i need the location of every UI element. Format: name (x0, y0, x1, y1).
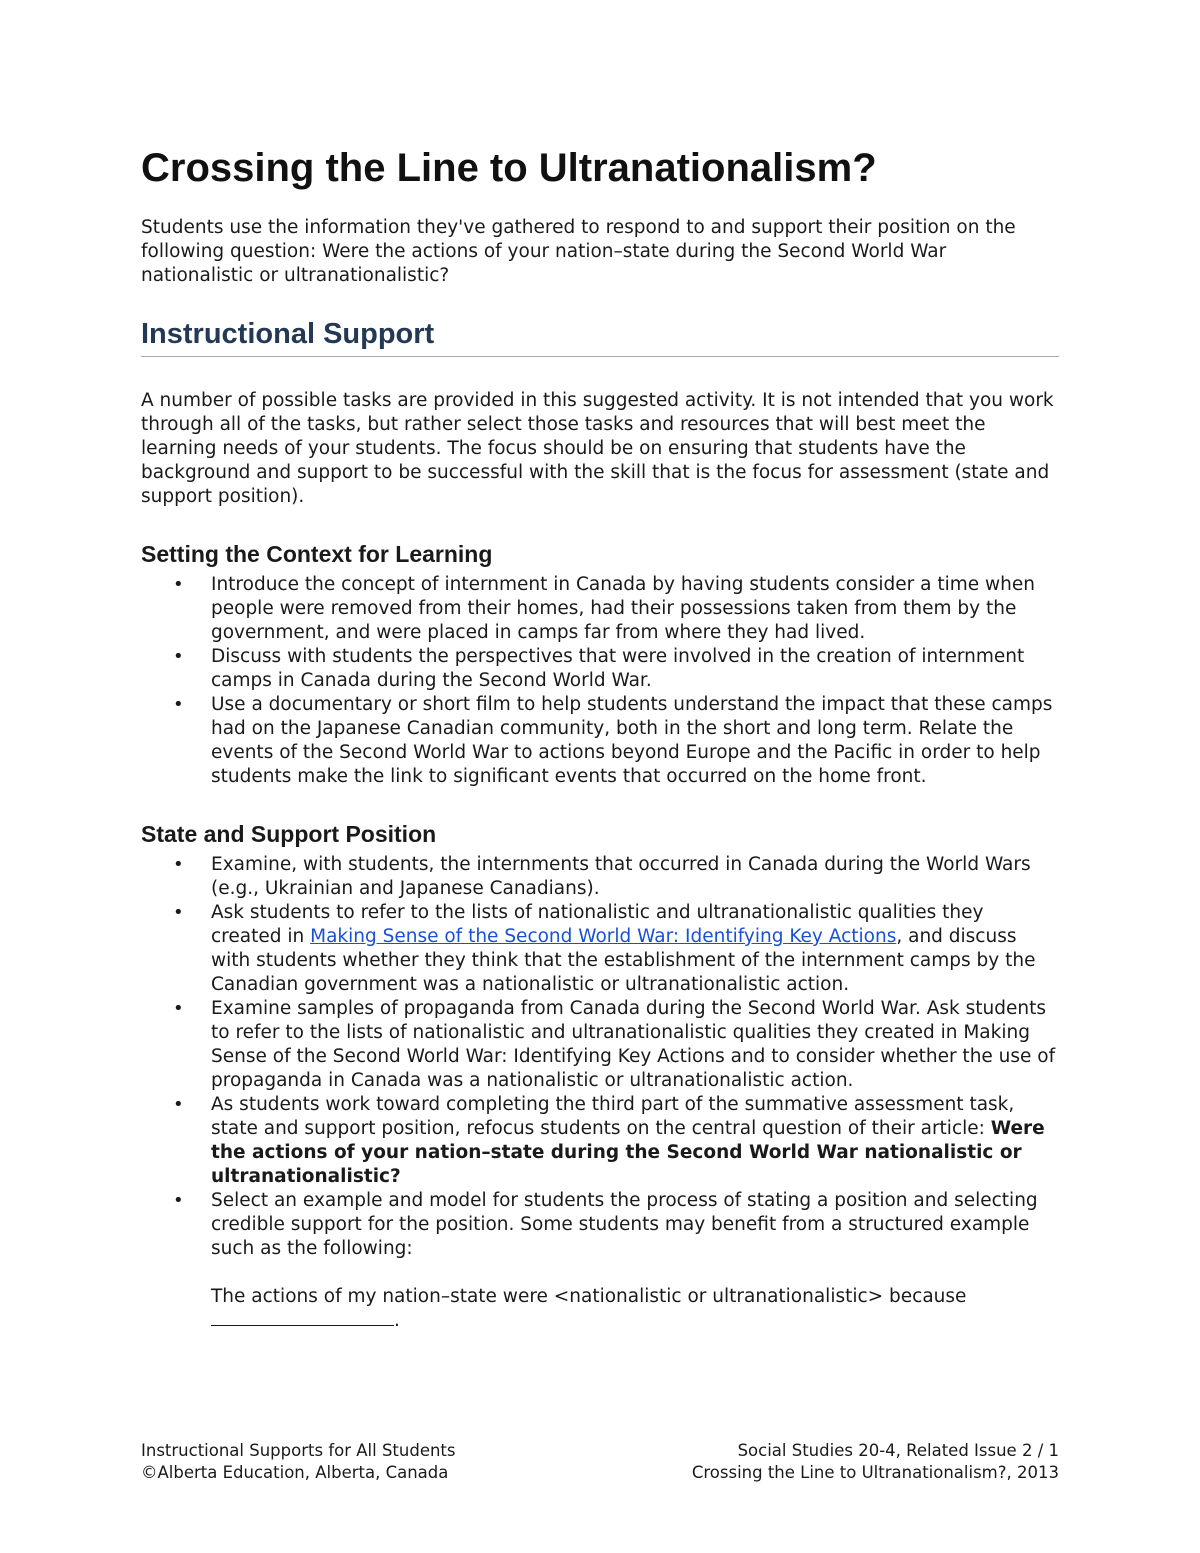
list-item-text: , and discuss with students whether they think that the establishment of the internment camps by the Canadian government was a nationalistic or ultranationalistic action. (211, 926, 1036, 995)
list-item-text: Ask students to refer to the lists of nationalistic and ultranationalistic qualities they created in (211, 902, 984, 947)
structured-example (211, 1285, 1059, 1333)
list-item (141, 573, 1059, 645)
footer-left-line2: ©Alberta Education, Alberta, Canada (141, 1463, 449, 1482)
list-item-text: Select an example and model for students the process of stating a position and selecting credible support for the position. Some students may benefit from a structured example such as the following: (211, 1190, 1038, 1259)
example-period: . (394, 1310, 400, 1331)
list-item-text: Examine samples of propaganda from Canada during the Second World War. Ask students to refer to the lists of nationalistic and ultranationalistic qualities they created in Making Sense of the Second World War: Identifying Key Actions and to consider whether the use of propaganda in Canada was a nationalistic or ultranationalistic action. (211, 998, 1056, 1091)
list-item-text: Discuss with students the perspectives that were involved in the creation of internment camps in Canada during the Second World War. (211, 646, 1025, 691)
list-item-text: Introduce the concept of internment in Canada by having students consider a time when people were removed from their homes, had their possessions taken from them by the government, and were placed in camps far from where they had lived. (211, 574, 1036, 643)
context-list (141, 573, 1059, 789)
list-item (141, 853, 1059, 901)
bullet-icon: • (173, 694, 184, 715)
subheading-context: Setting the Context for Learning (141, 541, 493, 567)
list-item (141, 1189, 1059, 1333)
list-item (141, 1093, 1059, 1189)
fill-in-blank (211, 1309, 394, 1326)
bullet-icon: • (173, 902, 184, 923)
footer-right-line2: Crossing the Line to Ultranationalism?, 2013 (691, 1463, 1059, 1482)
section-heading-instructional-support: Instructional Support (141, 316, 1059, 357)
list-item (141, 901, 1059, 997)
list-item (141, 693, 1059, 789)
list-item (141, 645, 1059, 693)
footer-right-line1: Social Studies 20-4, Related Issue 2 / 1 (737, 1441, 1059, 1460)
bullet-icon: • (173, 574, 184, 595)
subheading-state-support: State and Support Position (141, 821, 437, 847)
footer-left-line1: Instructional Supports for All Students (141, 1441, 456, 1460)
bullet-icon: • (173, 1190, 184, 1211)
key-actions-link[interactable]: Making Sense of the Second World War: Identifying Key Actions (310, 926, 897, 947)
list-item-text: Use a documentary or short film to help students understand the impact that these camps had on the Japanese Canadian community, both in the short and long term. Relate the events of the Second World War to actions beyond Europe and the Pacific in order to help students make the link to significant events that occurred on the home front. (211, 694, 1053, 787)
bullet-icon: • (173, 646, 184, 667)
list-item-text: Examine, with students, the internments that occurred in Canada during the World Wars (e.g., Ukrainian and Japanese Canadians). (211, 854, 1031, 899)
footer-right (692, 1440, 1059, 1484)
bullet-icon: • (173, 998, 184, 1019)
document-body (141, 140, 1059, 1333)
central-question: Were the actions of your nation–state during the Second World War nationalistic or ultranationalistic? (211, 1118, 1045, 1187)
example-text: The actions of my nation–state were <nationalistic or ultranationalistic> because (211, 1286, 967, 1307)
list-item-text: As students work toward completing the third part of the summative assessment task, state and support position, refocus students on the central question of their article: (211, 1094, 1015, 1139)
position-list (141, 853, 1059, 1333)
footer-left (141, 1440, 456, 1484)
bullet-icon: • (173, 854, 184, 875)
intro-paragraph: Students use the information they've gathered to respond to and support their position on the following question: Were the actions of your nation–state during the Second World War nationalistic or ultranationalistic? (141, 217, 1016, 286)
page-title: Crossing the Line to Ultranationalism? (141, 146, 877, 190)
bullet-icon: • (173, 1094, 184, 1115)
instructional-support-paragraph: A number of possible tasks are provided in this suggested activity. It is not intended that you work through all of the tasks, but rather select those tasks and resources that will best meet the learning needs of your students. The focus should be on ensuring that students have the background and support to be successful with the skill that is the focus for assessment (state and support position). (141, 390, 1054, 507)
list-item (141, 997, 1059, 1093)
